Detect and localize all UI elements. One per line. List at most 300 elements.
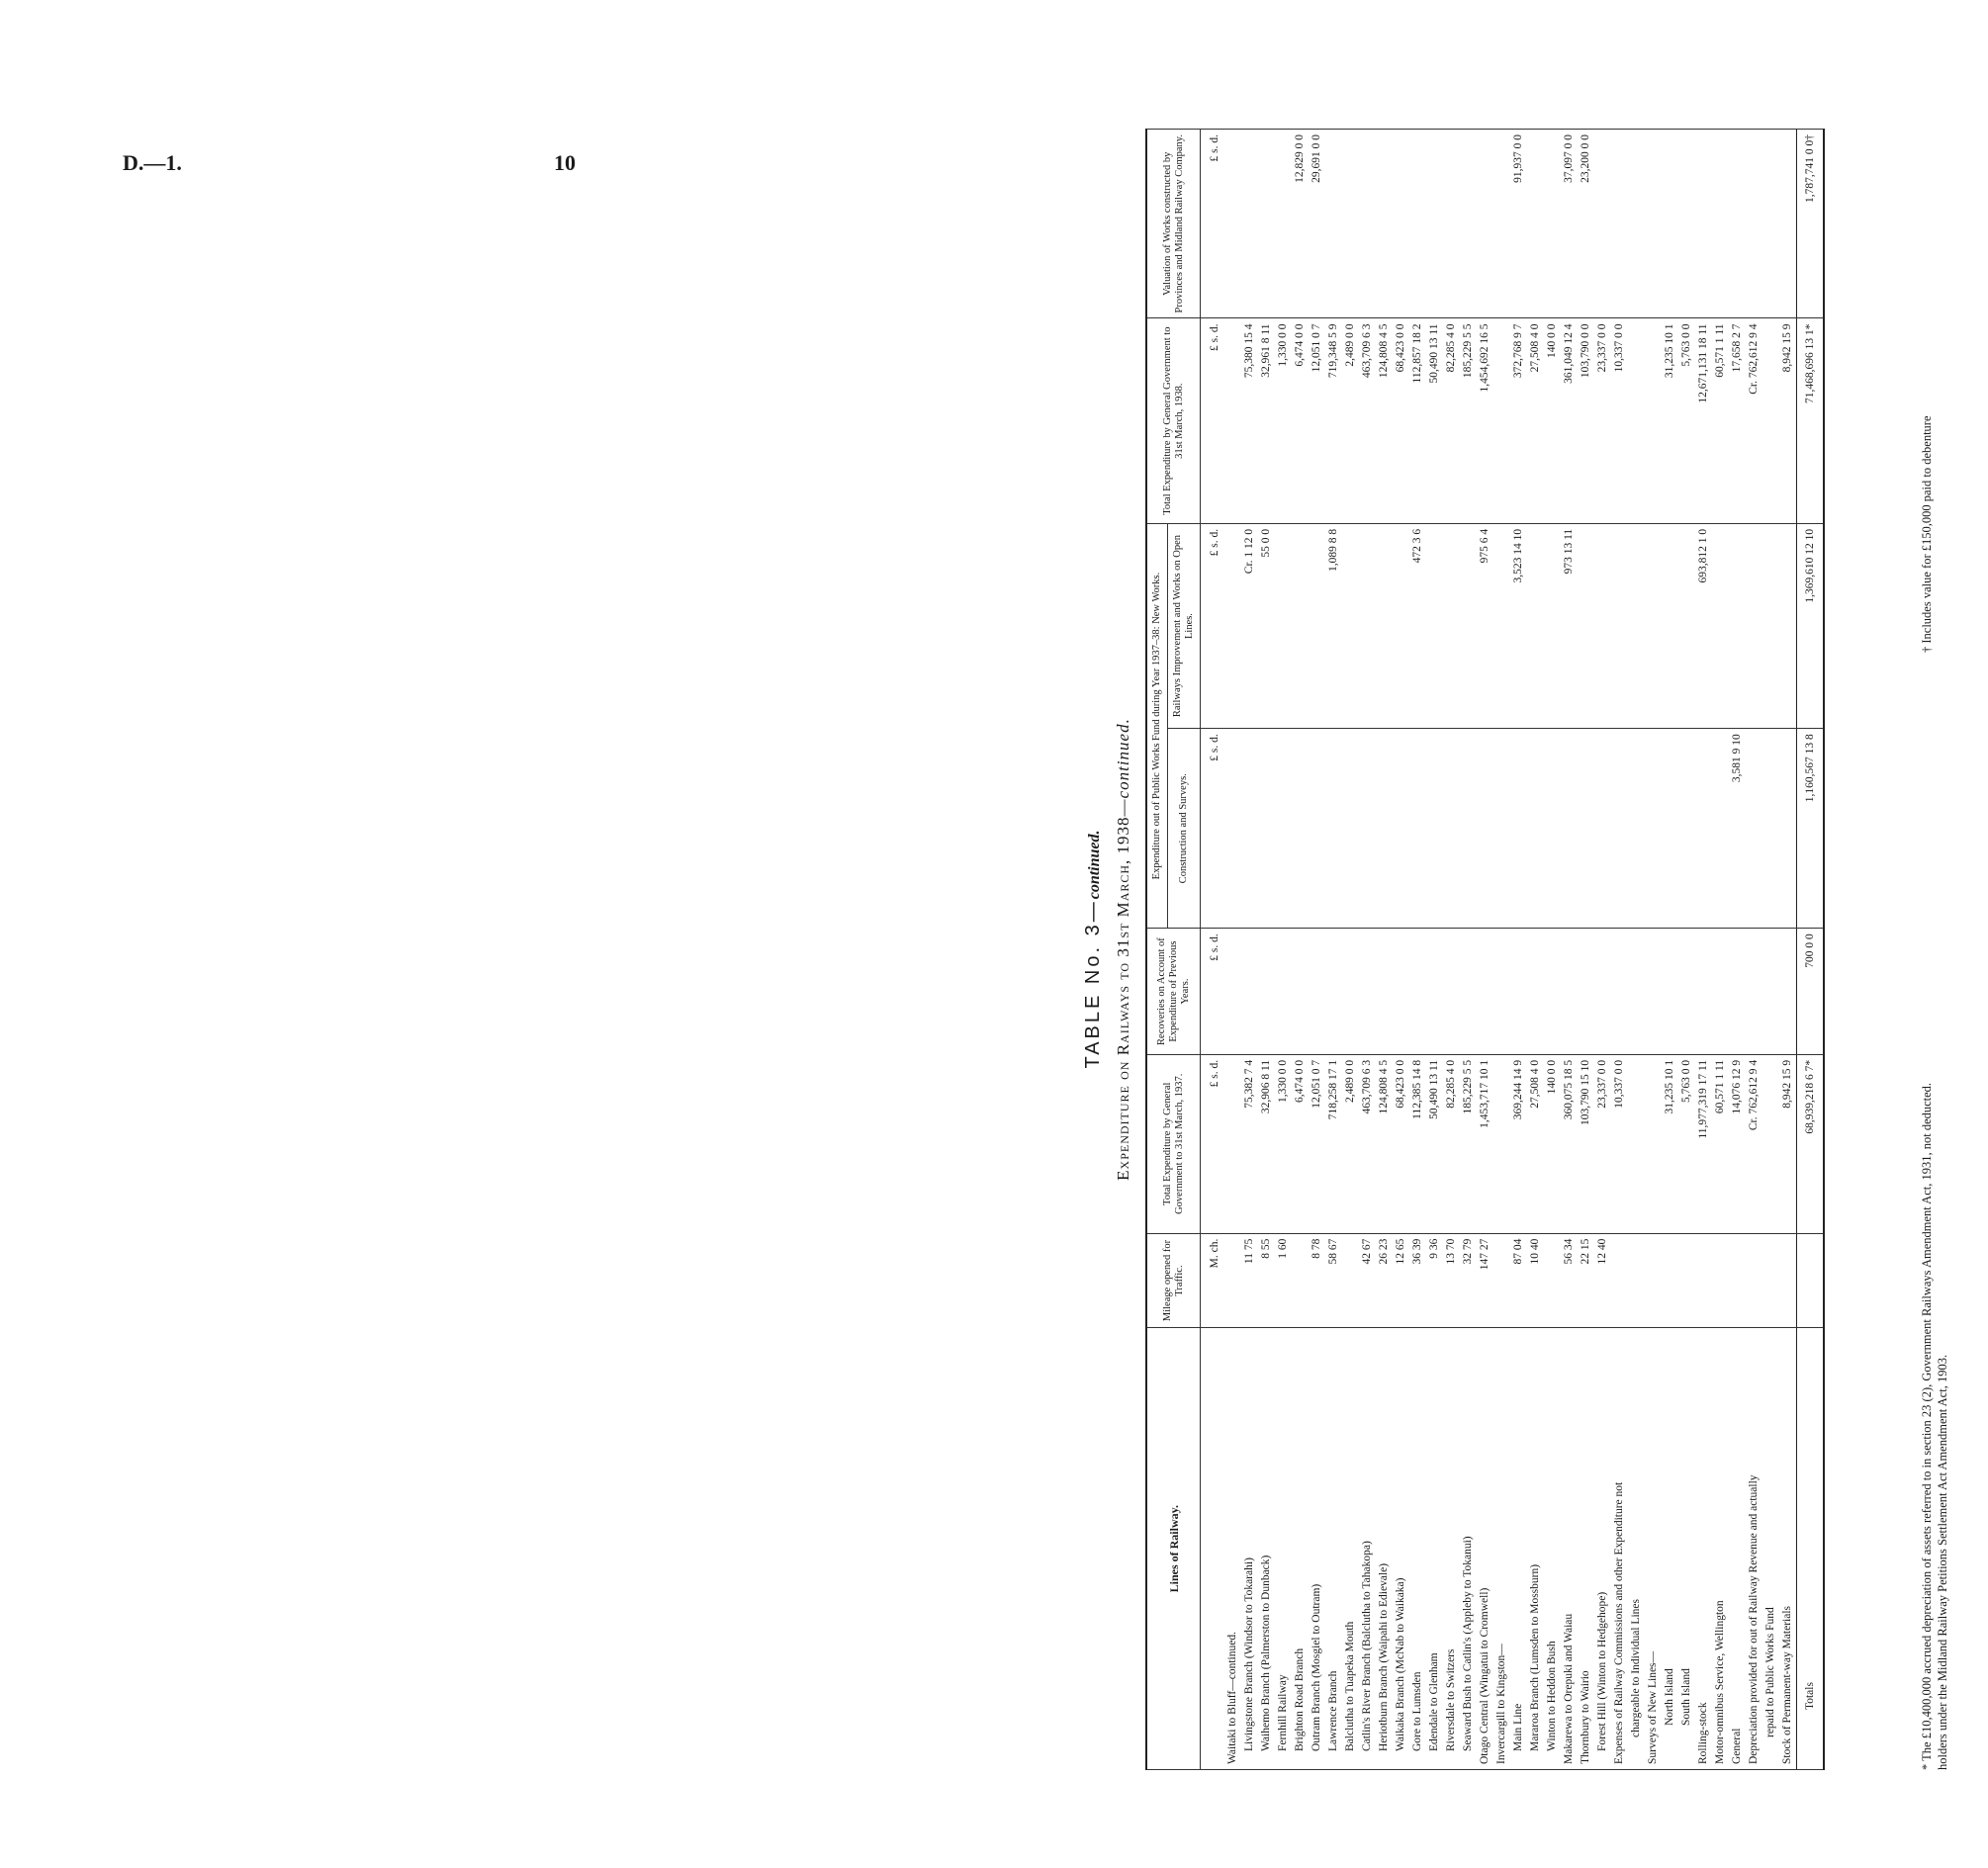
row-valuation xyxy=(1409,130,1426,318)
row-improvement xyxy=(1746,523,1762,728)
page-number: 10 xyxy=(554,150,576,175)
row-line-name: General xyxy=(1729,1328,1746,1770)
row-recoveries xyxy=(1409,929,1426,1055)
row-mileage xyxy=(1729,1233,1746,1328)
row-construction xyxy=(1359,729,1376,929)
row-valuation xyxy=(1662,130,1678,318)
row-line-name: Invercargill to Kingston— xyxy=(1493,1328,1510,1770)
row-recoveries xyxy=(1325,929,1342,1055)
row-construction xyxy=(1309,729,1325,929)
row-exp1937: 12,051 0 7 xyxy=(1309,1054,1325,1233)
table-row xyxy=(1275,130,1292,1770)
row-line-name: Main Line xyxy=(1510,1328,1527,1770)
table-row xyxy=(1729,130,1746,1770)
row-mileage xyxy=(1662,1233,1678,1328)
row-recoveries xyxy=(1594,929,1611,1055)
row-recoveries xyxy=(1712,929,1729,1055)
row-construction xyxy=(1544,729,1561,929)
row-recoveries xyxy=(1645,929,1662,1055)
row-recoveries xyxy=(1678,929,1695,1055)
table-row xyxy=(1662,130,1678,1770)
table-row xyxy=(1359,130,1376,1770)
row-line-name: Brighton Road Branch xyxy=(1292,1328,1309,1770)
row-recoveries xyxy=(1477,929,1493,1055)
row-line-name: Mararoa Branch (Lumsden to Mossburn) xyxy=(1527,1328,1544,1770)
row-exp1938: 361,049 12 4 xyxy=(1561,318,1578,523)
table-row xyxy=(1224,130,1241,1770)
row-mileage: 26 23 xyxy=(1376,1233,1393,1328)
row-improvement xyxy=(1376,523,1393,728)
table-row xyxy=(1746,130,1762,1770)
row-valuation xyxy=(1493,130,1510,318)
row-recoveries xyxy=(1762,929,1779,1055)
row-improvement xyxy=(1628,523,1645,728)
row-recoveries xyxy=(1779,929,1797,1055)
row-improvement xyxy=(1762,523,1779,728)
row-line-name: North Island xyxy=(1662,1328,1678,1770)
row-mileage: 87 04 xyxy=(1510,1233,1527,1328)
row-line-name: Heriotburn Branch (Waipahi to Edievale) xyxy=(1376,1328,1393,1770)
row-mileage: 42 67 xyxy=(1359,1233,1376,1328)
row-recoveries xyxy=(1460,929,1477,1055)
table-row xyxy=(1258,130,1275,1770)
table-row xyxy=(1325,130,1342,1770)
row-exp1937: 1,453,717 10 1 xyxy=(1477,1054,1493,1233)
row-exp1937: 718,258 17 1 xyxy=(1325,1054,1342,1233)
row-line-name: Waikaka Branch (McNab to Waikaka) xyxy=(1393,1328,1409,1770)
row-valuation xyxy=(1527,130,1544,318)
row-improvement: 1,089 8 8 xyxy=(1325,523,1342,728)
table-row xyxy=(1477,130,1493,1770)
row-recoveries xyxy=(1342,929,1359,1055)
totals-mileage xyxy=(1797,1233,1825,1328)
row-recoveries xyxy=(1628,929,1645,1055)
row-construction xyxy=(1426,729,1443,929)
row-construction xyxy=(1527,729,1544,929)
row-improvement xyxy=(1393,523,1409,728)
row-exp1937: 1,330 0 0 xyxy=(1275,1054,1292,1233)
row-recoveries xyxy=(1309,929,1325,1055)
row-valuation xyxy=(1426,130,1443,318)
row-construction xyxy=(1611,729,1628,929)
row-line-name: Catlin's River Branch (Balclutha to Tahakopa) xyxy=(1359,1328,1376,1770)
row-exp1937: 82,285 4 0 xyxy=(1443,1054,1460,1233)
row-recoveries xyxy=(1510,929,1527,1055)
row-exp1938: 1,454,692 16 5 xyxy=(1477,318,1493,523)
row-exp1937: 140 0 0 xyxy=(1544,1054,1561,1233)
row-exp1938: 719,348 5 9 xyxy=(1325,318,1342,523)
totals-valuation: 1,787,741 0 0† xyxy=(1797,130,1825,318)
row-line-name: Expenses of Railway Commissions and other Expenditure not xyxy=(1611,1328,1628,1770)
row-construction xyxy=(1662,729,1678,929)
row-construction: 3,581 9 10 xyxy=(1729,729,1746,929)
row-exp1937: 75,382 7 4 xyxy=(1241,1054,1258,1233)
col-header-pwf-group: Expenditure out of Public Works Fund during Year 1937–38: New Works. xyxy=(1146,523,1168,928)
row-mileage: 10 40 xyxy=(1527,1233,1544,1328)
row-mileage: 36 39 xyxy=(1409,1233,1426,1328)
row-improvement: 973 13 11 xyxy=(1561,523,1578,728)
row-exp1938: 140 0 0 xyxy=(1544,318,1561,523)
row-line-name: Forest Hill (Winton to Hedgehope) xyxy=(1594,1328,1611,1770)
row-mileage: 9 36 xyxy=(1426,1233,1443,1328)
row-valuation xyxy=(1443,130,1460,318)
row-improvement xyxy=(1527,523,1544,728)
table-subtitle-continued: continued. xyxy=(1114,718,1132,799)
row-exp1938: 112,857 18 2 xyxy=(1409,318,1426,523)
row-line-name: Motor-omnibus Service, Wellington xyxy=(1712,1328,1729,1770)
table-row xyxy=(1678,130,1695,1770)
table-row xyxy=(1578,130,1594,1770)
row-improvement xyxy=(1342,523,1359,728)
table-title-continued: continued. xyxy=(1086,830,1103,900)
row-valuation xyxy=(1695,130,1712,318)
row-recoveries xyxy=(1561,929,1578,1055)
row-exp1938: 6,474 0 0 xyxy=(1292,318,1309,523)
row-improvement xyxy=(1443,523,1460,728)
row-mileage: 22 15 xyxy=(1578,1233,1594,1328)
row-line-name: Balclutha to Tuapeka Mouth xyxy=(1342,1328,1359,1770)
row-construction xyxy=(1645,729,1662,929)
row-valuation: 29,691 0 0 xyxy=(1309,130,1325,318)
row-valuation xyxy=(1275,130,1292,318)
row-construction xyxy=(1342,729,1359,929)
row-improvement xyxy=(1594,523,1611,728)
row-mileage xyxy=(1342,1233,1359,1328)
row-valuation xyxy=(1628,130,1645,318)
row-mileage: 58 67 xyxy=(1325,1233,1342,1328)
row-exp1937: 8,942 15 9 xyxy=(1779,1054,1797,1233)
row-construction xyxy=(1493,729,1510,929)
row-mileage xyxy=(1678,1233,1695,1328)
units-construction: £ s. d. xyxy=(1201,729,1225,929)
row-construction xyxy=(1275,729,1292,929)
row-valuation xyxy=(1460,130,1477,318)
row-improvement xyxy=(1678,523,1695,728)
table-row xyxy=(1426,130,1443,1770)
row-construction xyxy=(1258,729,1275,929)
row-mileage xyxy=(1779,1233,1797,1328)
row-valuation xyxy=(1224,130,1241,318)
row-exp1937: 23,337 0 0 xyxy=(1594,1054,1611,1233)
row-improvement xyxy=(1645,523,1662,728)
row-valuation xyxy=(1611,130,1628,318)
row-improvement xyxy=(1611,523,1628,728)
table-row xyxy=(1611,130,1628,1770)
row-improvement xyxy=(1578,523,1594,728)
row-exp1937: 31,235 10 1 xyxy=(1662,1054,1678,1233)
row-line-name: Fernhill Railway xyxy=(1275,1328,1292,1770)
row-line-name: Seaward Bush to Catlin's (Appleby to Tokanui) xyxy=(1460,1328,1477,1770)
row-line-name: Waitaki to Bluff—continued. xyxy=(1224,1328,1241,1770)
row-line-name: Winton to Heddon Bush xyxy=(1544,1328,1561,1770)
row-line-name: Gore to Lumsden xyxy=(1409,1328,1426,1770)
row-exp1937: 60,571 1 11 xyxy=(1712,1054,1729,1233)
table-row xyxy=(1594,130,1611,1770)
row-line-name: Thornbury to Wairio xyxy=(1578,1328,1594,1770)
row-construction xyxy=(1393,729,1409,929)
table-row xyxy=(1443,130,1460,1770)
table-row xyxy=(1628,130,1645,1770)
row-valuation xyxy=(1678,130,1695,318)
row-exp1938: 124,808 4 5 xyxy=(1376,318,1393,523)
row-recoveries xyxy=(1695,929,1712,1055)
table-row xyxy=(1762,130,1779,1770)
row-improvement xyxy=(1292,523,1309,728)
row-construction xyxy=(1779,729,1797,929)
row-recoveries xyxy=(1224,929,1241,1055)
row-valuation xyxy=(1477,130,1493,318)
row-construction xyxy=(1594,729,1611,929)
row-recoveries xyxy=(1359,929,1376,1055)
row-improvement xyxy=(1309,523,1325,728)
totals-construction: 1,160,567 13 8 xyxy=(1797,729,1825,929)
row-recoveries xyxy=(1493,929,1510,1055)
row-exp1938: 372,768 9 7 xyxy=(1510,318,1527,523)
totals-label: Totals xyxy=(1797,1328,1825,1770)
row-improvement xyxy=(1729,523,1746,728)
row-improvement xyxy=(1779,523,1797,728)
row-mileage xyxy=(1645,1233,1662,1328)
row-exp1938: 8,942 15 9 xyxy=(1779,318,1797,523)
units-recoveries: £ s. d. xyxy=(1201,929,1225,1055)
row-valuation xyxy=(1729,130,1746,318)
row-recoveries xyxy=(1443,929,1460,1055)
row-mileage: 8 55 xyxy=(1258,1233,1275,1328)
row-valuation: 91,937 0 0 xyxy=(1510,130,1527,318)
row-construction xyxy=(1292,729,1309,929)
row-exp1938: 68,423 0 0 xyxy=(1393,318,1409,523)
row-construction xyxy=(1325,729,1342,929)
col-header-exp1938: Total Expenditure by General Government to 31st March, 1938. xyxy=(1146,318,1201,523)
row-valuation xyxy=(1359,130,1376,318)
col-header-mileage: Mileage opened for Traffic. xyxy=(1146,1233,1201,1328)
table-row xyxy=(1779,130,1797,1770)
row-valuation xyxy=(1325,130,1342,318)
row-exp1938: 50,490 13 11 xyxy=(1426,318,1443,523)
totals-exp1938: 71,468,696 13 1* xyxy=(1797,318,1825,523)
row-line-name: Stock of Permanent-way Materials xyxy=(1779,1328,1797,1770)
row-exp1938: 12,051 0 7 xyxy=(1309,318,1325,523)
row-line-name: Outram Branch (Mosgiel to Outram) xyxy=(1309,1328,1325,1770)
row-line-name: Otago Central (Wingatui to Cromwell) xyxy=(1477,1328,1493,1770)
table-title-main: TABLE No. 3— xyxy=(1082,899,1104,1069)
row-exp1938 xyxy=(1645,318,1662,523)
row-exp1938: 12,671,131 18 11 xyxy=(1695,318,1712,523)
row-recoveries xyxy=(1527,929,1544,1055)
row-valuation xyxy=(1746,130,1762,318)
row-exp1938: 82,285 4 0 xyxy=(1443,318,1460,523)
row-exp1937: 369,244 14 9 xyxy=(1510,1054,1527,1233)
row-construction xyxy=(1762,729,1779,929)
table-row xyxy=(1493,130,1510,1770)
table-body xyxy=(1201,130,1797,1770)
row-line-name: Waihemo Branch (Palmerston to Dunback) xyxy=(1258,1328,1275,1770)
totals-exp1937: 68,939,218 6 7* xyxy=(1797,1054,1825,1233)
totals-recoveries: 700 0 0 xyxy=(1797,929,1825,1055)
row-construction xyxy=(1578,729,1594,929)
row-improvement xyxy=(1544,523,1561,728)
row-construction xyxy=(1695,729,1712,929)
row-construction xyxy=(1746,729,1762,929)
table-row xyxy=(1561,130,1578,1770)
row-mileage: 8 78 xyxy=(1309,1233,1325,1328)
row-exp1937: 50,490 13 11 xyxy=(1426,1054,1443,1233)
row-exp1937: 103,790 15 10 xyxy=(1578,1054,1594,1233)
row-mileage: 1 60 xyxy=(1275,1233,1292,1328)
row-mileage xyxy=(1712,1233,1729,1328)
row-exp1938 xyxy=(1628,318,1645,523)
row-valuation xyxy=(1544,130,1561,318)
row-exp1938: 32,961 8 11 xyxy=(1258,318,1275,523)
units-improvement: £ s. d. xyxy=(1201,523,1225,728)
row-recoveries xyxy=(1241,929,1258,1055)
row-exp1938: 17,658 2 7 xyxy=(1729,318,1746,523)
row-improvement xyxy=(1662,523,1678,728)
row-exp1938: 27,508 4 0 xyxy=(1527,318,1544,523)
row-construction xyxy=(1628,729,1645,929)
row-line-name: Livingstone Branch (Windsor to Tokarahi) xyxy=(1241,1328,1258,1770)
row-line-name: Lawrence Branch xyxy=(1325,1328,1342,1770)
row-exp1937 xyxy=(1224,1054,1241,1233)
table-row xyxy=(1645,130,1662,1770)
row-recoveries xyxy=(1729,929,1746,1055)
footnote-star-continued: holders under the Midland Railway Petitions Settlement Act Amendment Act, 1903. xyxy=(1936,1354,1949,1770)
footnote-dagger: † Includes value for £150,000 paid to debenture xyxy=(1920,415,1934,653)
table-row xyxy=(1409,130,1426,1770)
row-exp1937: Cr. 762,612 9 4 xyxy=(1746,1054,1762,1233)
row-exp1937: 27,508 4 0 xyxy=(1527,1054,1544,1233)
expenditure-table xyxy=(1145,129,1825,1770)
table-subtitle xyxy=(1114,99,1133,1800)
row-exp1937: 2,489 0 0 xyxy=(1342,1054,1359,1233)
row-line-name: repaid to Public Works Fund xyxy=(1762,1328,1779,1770)
row-construction xyxy=(1510,729,1527,929)
footnotes xyxy=(1919,129,1950,1770)
row-exp1937: 360,075 18 5 xyxy=(1561,1054,1578,1233)
row-valuation xyxy=(1712,130,1729,318)
table-row xyxy=(1544,130,1561,1770)
totals-row xyxy=(1797,130,1825,1770)
row-exp1937 xyxy=(1628,1054,1645,1233)
row-exp1937: 5,763 0 0 xyxy=(1678,1054,1695,1233)
row-mileage xyxy=(1611,1233,1628,1328)
row-valuation xyxy=(1342,130,1359,318)
row-line-name: Makarewa to Orepuki and Waiau xyxy=(1561,1328,1578,1770)
row-mileage xyxy=(1493,1233,1510,1328)
table-title xyxy=(1082,99,1105,1800)
row-exp1938: 10,337 0 0 xyxy=(1611,318,1628,523)
row-recoveries xyxy=(1393,929,1409,1055)
row-exp1937: 68,423 0 0 xyxy=(1393,1054,1409,1233)
row-exp1938: 1,330 0 0 xyxy=(1275,318,1292,523)
row-exp1938: 5,763 0 0 xyxy=(1678,318,1695,523)
rotated-table-sheet xyxy=(1058,99,1988,1800)
row-mileage xyxy=(1224,1233,1241,1328)
row-improvement: 472 3 6 xyxy=(1409,523,1426,728)
row-exp1937: 6,474 0 0 xyxy=(1292,1054,1309,1233)
row-mileage xyxy=(1628,1233,1645,1328)
row-recoveries xyxy=(1611,929,1628,1055)
row-valuation xyxy=(1376,130,1393,318)
row-recoveries xyxy=(1258,929,1275,1055)
row-mileage: 12 40 xyxy=(1594,1233,1611,1328)
row-exp1937 xyxy=(1645,1054,1662,1233)
row-construction xyxy=(1409,729,1426,929)
row-improvement: Cr. 1 12 0 xyxy=(1241,523,1258,728)
row-exp1938: 2,489 0 0 xyxy=(1342,318,1359,523)
row-line-name: chargeable to Individual Lines xyxy=(1628,1328,1645,1770)
row-mileage xyxy=(1695,1233,1712,1328)
col-header-exp1937: Total Expenditure by General Government to 31st March, 1937. xyxy=(1146,1054,1201,1233)
units-row xyxy=(1201,130,1225,1770)
col-header-recoveries: Recoveries on Account of Expenditure of Previous Years. xyxy=(1146,929,1201,1055)
row-valuation: 12,829 0 0 xyxy=(1292,130,1309,318)
row-recoveries xyxy=(1275,929,1292,1055)
row-exp1937: 14,076 12 9 xyxy=(1729,1054,1746,1233)
table-row xyxy=(1695,130,1712,1770)
row-exp1938 xyxy=(1493,318,1510,523)
row-line-name: Surveys of New Lines— xyxy=(1645,1328,1662,1770)
row-valuation: 23,200 0 0 xyxy=(1578,130,1594,318)
row-valuation xyxy=(1779,130,1797,318)
row-exp1938: 23,337 0 0 xyxy=(1594,318,1611,523)
row-improvement: 975 6 4 xyxy=(1477,523,1493,728)
row-improvement xyxy=(1712,523,1729,728)
units-blank xyxy=(1201,1328,1225,1770)
row-recoveries xyxy=(1578,929,1594,1055)
row-improvement: 693,812 1 0 xyxy=(1695,523,1712,728)
row-valuation: 37,097 0 0 xyxy=(1561,130,1578,318)
totals-improvement: 1,369,610 12 10 xyxy=(1797,523,1825,728)
row-exp1938: Cr. 762,612 9 4 xyxy=(1746,318,1762,523)
row-construction xyxy=(1443,729,1460,929)
row-valuation xyxy=(1258,130,1275,318)
row-line-name: Riversdale to Switzers xyxy=(1443,1328,1460,1770)
row-mileage xyxy=(1746,1233,1762,1328)
row-construction xyxy=(1376,729,1393,929)
row-construction xyxy=(1561,729,1578,929)
row-exp1937: 124,808 4 5 xyxy=(1376,1054,1393,1233)
row-improvement xyxy=(1426,523,1443,728)
row-improvement xyxy=(1224,523,1241,728)
col-header-lines: Lines of Railway. xyxy=(1146,1328,1201,1770)
row-improvement xyxy=(1359,523,1376,728)
row-construction xyxy=(1224,729,1241,929)
row-improvement: 55 0 0 xyxy=(1258,523,1275,728)
table-row xyxy=(1393,130,1409,1770)
row-construction xyxy=(1241,729,1258,929)
row-exp1938: 103,790 0 0 xyxy=(1578,318,1594,523)
row-exp1938 xyxy=(1224,318,1241,523)
row-construction xyxy=(1678,729,1695,929)
row-improvement xyxy=(1275,523,1292,728)
table-row xyxy=(1309,130,1325,1770)
row-valuation xyxy=(1645,130,1662,318)
row-exp1938: 463,709 6 3 xyxy=(1359,318,1376,523)
row-recoveries xyxy=(1662,929,1678,1055)
row-mileage: 13 70 xyxy=(1443,1233,1460,1328)
row-exp1938: 60,571 1 11 xyxy=(1712,318,1729,523)
table-row xyxy=(1241,130,1258,1770)
row-mileage: 12 65 xyxy=(1393,1233,1409,1328)
row-recoveries xyxy=(1426,929,1443,1055)
units-exp1937: £ s. d. xyxy=(1201,1054,1225,1233)
row-line-name: Rolling-stock xyxy=(1695,1328,1712,1770)
row-exp1937 xyxy=(1762,1054,1779,1233)
row-exp1938: 75,380 15 4 xyxy=(1241,318,1258,523)
table-row xyxy=(1292,130,1309,1770)
row-line-name: Depreciation provided for out of Railway Revenue and actually xyxy=(1746,1328,1762,1770)
